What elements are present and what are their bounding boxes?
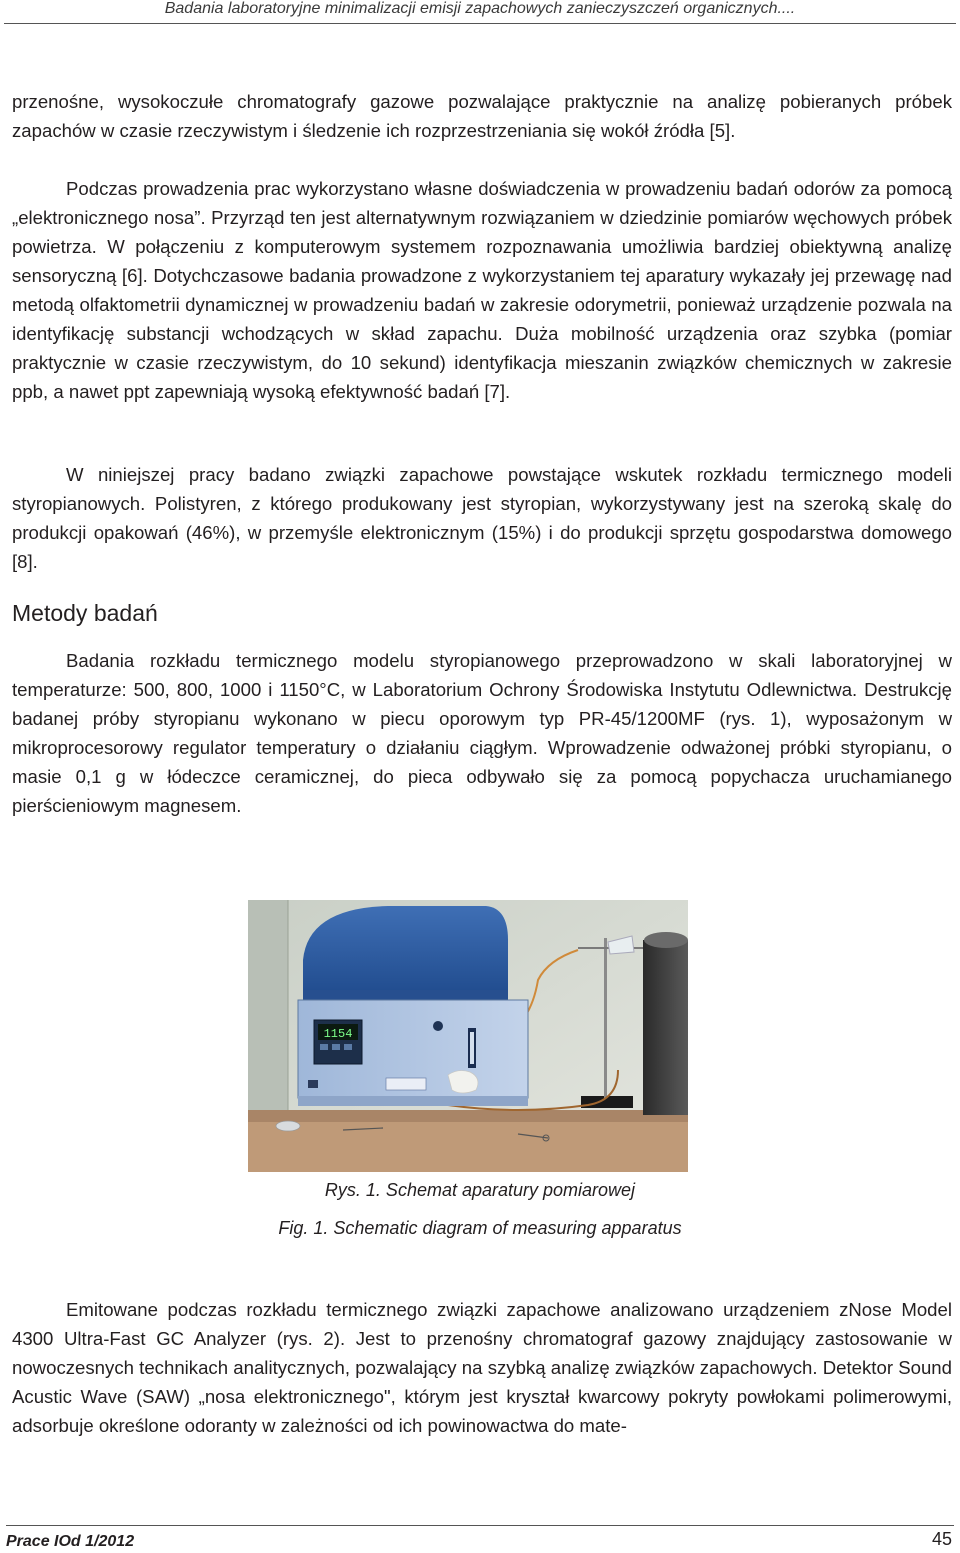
header-divider [4,23,956,24]
footer-divider [6,1525,954,1526]
apparatus-photo [248,900,688,1172]
figure-caption-en: Fig. 1. Schematic diagram of measuring apparatus [278,1218,682,1238]
page-number: 45 [931,1529,952,1549]
paragraph-1: przenośne, wysokoczułe chromatografy gazowe pozwalające praktycznie na analizę pobieranych próbek zapachów w czasie rzeczywistym i śledzenie ich rozprzestrzeniania się wokół źródła [5]. [12,91,952,141]
figure-caption-pl: Rys. 1. Schemat aparatury pomiarowej [324,1180,636,1200]
display-readout: 1154 [323,1027,353,1041]
paragraph-2: Podczas prowadzenia prac wykorzystano własne doświadczenia w prowadzeniu badań odorów za pomocą „elektronicznego nosa”. Przyrząd ten jest alternatywnym rozwiązaniem w dziedzinie pomiarów węchowych próbek powietrza. W połączeniu z komputerowym systemem rozpoznawania umożliwia bardziej obiektywną analizę sensoryczną [6]. Dotychczasowe badania prowadzone z wykorzystaniem tej aparatury wykazały jej przewagę nad metodą olfaktometrii dynamicznej w prowadzeniu badań w zakresie odorymetrii, ponieważ urządzenie pozwala na identyfikację substancji wchodzących w skład zapachu. Duża mobilność urządzenia oraz szybka (pomiar praktycznie w czasie rzeczywistym, do 10 sekund) identyfikacja mieszanin związków chemicznych w zakresie ppb, a nawet ppt zapewniają wysoką efektywność badań [7]. [12,178,952,402]
section-heading: Metody badań [12,600,158,626]
running-header: Badania laboratoryjne minimalizacji emisji zapachowych zanieczyszczeń organicznych.... [164,0,796,17]
journal-name: Prace IOd 1/2012 [6,1533,135,1550]
paragraph-5: Emitowane podczas rozkładu termicznego związki zapachowe analizowano urządzeniem zNose Model 4300 Ultra-Fast GC Analyzer (rys. 2). Jest to przenośny chromatograf gazowy znajdujący zastosowanie w nowoczesnych technikach analitycznych, pozwalający na szybką analizę związków zapachowych. Detektor Sound Acustic Wave (SAW) „nosa elektronicznego", którym jest kryształ kwarcowy pokryty powłokami polimerowymi, adsorbuje określone odoranty w zależności od ich powinowactwa do mate- [12,1299,952,1436]
paragraph-4: Badania rozkładu termicznego modelu styropianowego przeprowadzono w skali laboratoryjnej w temperaturze: 500, 800, 1000 i 1150°C, w Laboratorium Ochrony Środowiska Instytutu Odlewnictwa. Destrukcję badanej próby styropianu wykonano w piecu oporowym typ PR-45/1200MF (rys. 1), wyposażonym w mikroprocesorowy regulator temperatury o działaniu ciągłym. Wprowadzenie odważonej próbki styropianu, o masie 0,1 g w łódeczce ceramicznej, do pieca odbywało się za pomocą popychacza uruchamianego pierścieniowym magnesem. [12,650,952,816]
paragraph-3: W niniejszej pracy badano związki zapachowe powstające wskutek rozkładu termicznego modeli styropianowych. Polistyren, z którego produkowany jest styropian, wykorzystywany jest na szeroką skalę do produkcji opakowań (46%), w przemyśle elektronicznym (15%) i do produkcji sprzętu gospodarstwa domowego [8]. [12,464,952,572]
